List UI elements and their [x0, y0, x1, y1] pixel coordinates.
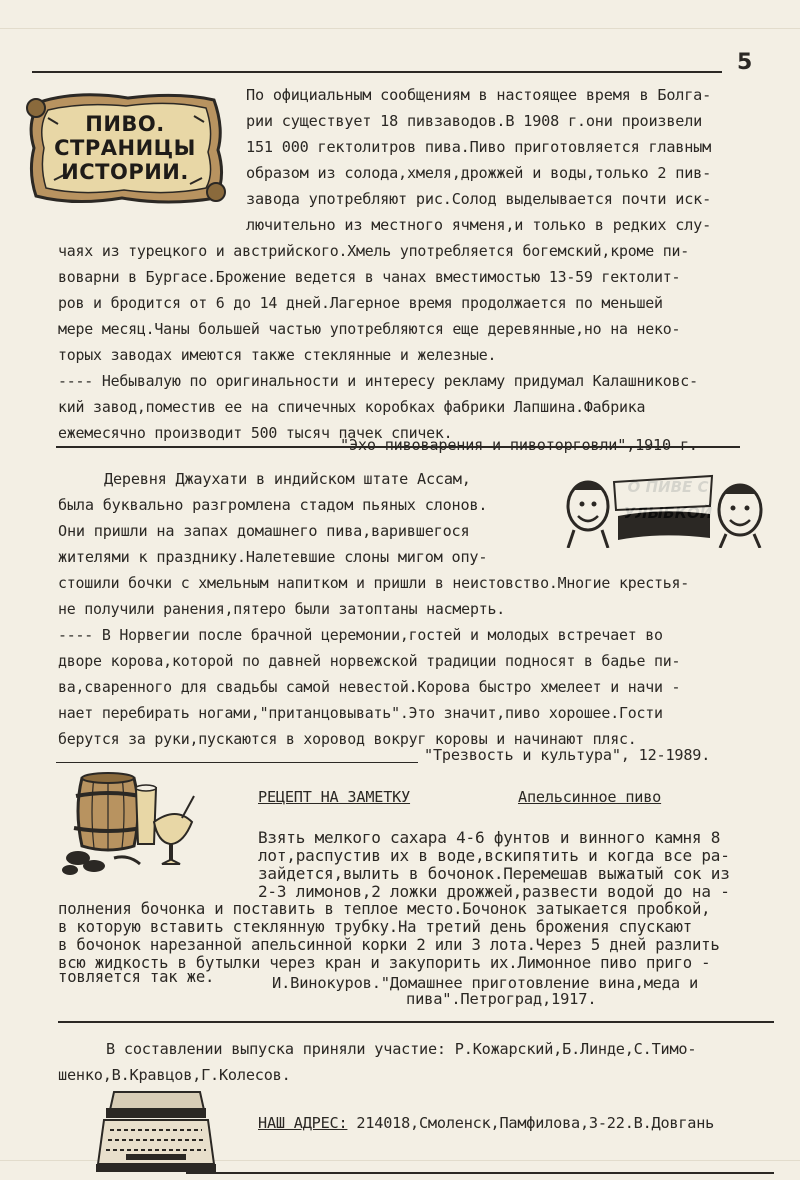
- credits-rule: [58, 1021, 774, 1023]
- humor-emblem-title: О ПИВЕ С УЛЫБКОЙ: [623, 478, 713, 522]
- recipe-line: полнения бочонка и поставить в теплое место.Бочонок затыкается пробкой,: [58, 900, 711, 918]
- humor-line: ва,сваренного для свадьбы самой невестой.Корова быстро хмелеет и начи -: [58, 678, 681, 696]
- credits-line: В составлении выпуска приняли участие: Р.Кожарский,Б.Линде,С.Тимо-: [106, 1040, 697, 1058]
- humor-line: стошили бочки с хмельным напитком и пришли в неистовство.Многие крестья-: [58, 574, 690, 592]
- history-line: мере месяц.Чаны большей частью употребляются еще деревянные,но на неко-: [58, 320, 681, 338]
- humor-line: не получили ранения,пятеро были затоптаны насмерть.: [58, 600, 506, 618]
- humor-source-rule: [56, 762, 418, 763]
- humor-line: дворе корова,которой по давней норвежской традиции подносят в бадье пи-: [58, 652, 681, 670]
- history-line: воварни в Бургасе.Брожение ведется в чанах вместимостью 13-59 гектолит-: [58, 268, 681, 286]
- humor-line: Они пришли на запах домашнего пива,варившегося: [58, 522, 470, 540]
- address-label: НАШ АДРЕС:: [258, 1114, 348, 1132]
- history-emblem-title: ПИВО. СТРАНИЦЫ ИСТОРИИ.: [54, 112, 196, 184]
- recipe-source: пива".Петроград,1917.: [406, 990, 597, 1008]
- history-line: лючительно из местного ячменя,и только в редких слу-: [246, 216, 712, 234]
- humor-line: была буквально разгромлена стадом пьяных слонов.: [58, 496, 488, 514]
- recipe-line: в бочонок нарезанной апельсинной корки 2 или 3 лота.Через 5 дней разлить: [58, 936, 720, 954]
- history-line: завода употребляют рис.Солод выделывается почти иск-: [246, 190, 712, 208]
- history-line: 151 000 гектолитров пива.Пиво приготовляется главным: [246, 138, 712, 156]
- history-line: образом из солода,хмеля,дрожжей и воды,только 2 пив-: [246, 164, 712, 182]
- history-source: "Эхо пивоварения и пивоторговли",1910 г.: [340, 436, 698, 454]
- top-rule: [32, 71, 722, 73]
- recipe-line: в которую вставить стеклянную трубку.На третий день брожения спускают: [58, 918, 692, 936]
- history-line: ров и бродится от 6 до 14 дней.Лагерное время продолжается по меньшей: [58, 294, 663, 312]
- address-text: 214018,Смоленск,Памфилова,3-22.В.Довгань: [347, 1114, 715, 1132]
- humor-line: Деревня Джаухати в индийском штате Ассам,: [104, 470, 471, 488]
- recipe-source: И.Винокуров."Домашнее приготовление вина,меда и: [272, 974, 699, 992]
- history-line: ---- Небывалую по оригинальности и интересу рекламу придумал Калашниковс-: [58, 372, 698, 390]
- recipe-heading: РЕЦЕПТ НА ЗАМЕТКУ: [258, 788, 411, 806]
- humor-source: "Трезвость и культура", 12-1989.: [424, 746, 711, 764]
- recipe-line: всю жидкость в бутылки через кран и закупорить их.Лимонное пиво приго -: [58, 954, 711, 972]
- credits-line: шенко,В.Кравцов,Г.Колесов.: [58, 1066, 291, 1084]
- humor-line: нает перебирать ногами,"пританцовывать".Это значит,пиво хорошее.Гости: [58, 704, 663, 722]
- history-line: рии существует 18 пивзаводов.В 1908 г.они произвели: [246, 112, 703, 130]
- history-line: чаях из турецкого и австрийского.Хмель употребляется богемский,кроме пи-: [58, 242, 690, 260]
- humor-line: жителями к празднику.Налетевшие слоны мигом опу-: [58, 548, 488, 566]
- recipe-line: Взять мелкого сахара 4-6 фунтов и винного камня 8: [258, 828, 721, 847]
- typewriter-illustration: [96, 1084, 216, 1174]
- humor-line: ---- В Норвегии после брачной церемонии,гостей и молодых встречает во: [58, 626, 663, 644]
- page-number: 5: [737, 50, 753, 75]
- history-line: торых заводах имеются также стеклянные и железные.: [58, 346, 497, 364]
- history-line: кий завод,поместив ее на спичечных коробках фабрики Лапшина.Фабрика: [58, 398, 646, 416]
- history-line: По официальным сообщениям в настоящее время в Болга-: [246, 86, 712, 104]
- recipe-line: 2-3 лимонов,2 ложки дрожжей,развести водой до на -: [258, 882, 730, 901]
- recipe-line: зайдется,вылить в бочонок.Перемешав выжатый сок из: [258, 864, 730, 883]
- barrel-and-glasses-illustration: [58, 766, 202, 880]
- bottom-rule: [186, 1172, 774, 1174]
- recipe-line: лот,распустив их в воде,вскипятить и когда все ра-: [258, 846, 730, 865]
- recipe-line: товляется так же.: [58, 968, 215, 986]
- humor-line: берутся за руки,пускаются в хоровод вокруг коровы и начинают пляс.: [58, 730, 637, 748]
- history-line: ежемесячно производит 500 тысяч пачек спичек.: [58, 424, 453, 442]
- address: [258, 1114, 714, 1132]
- recipe-title: Апельсинное пиво: [518, 788, 662, 806]
